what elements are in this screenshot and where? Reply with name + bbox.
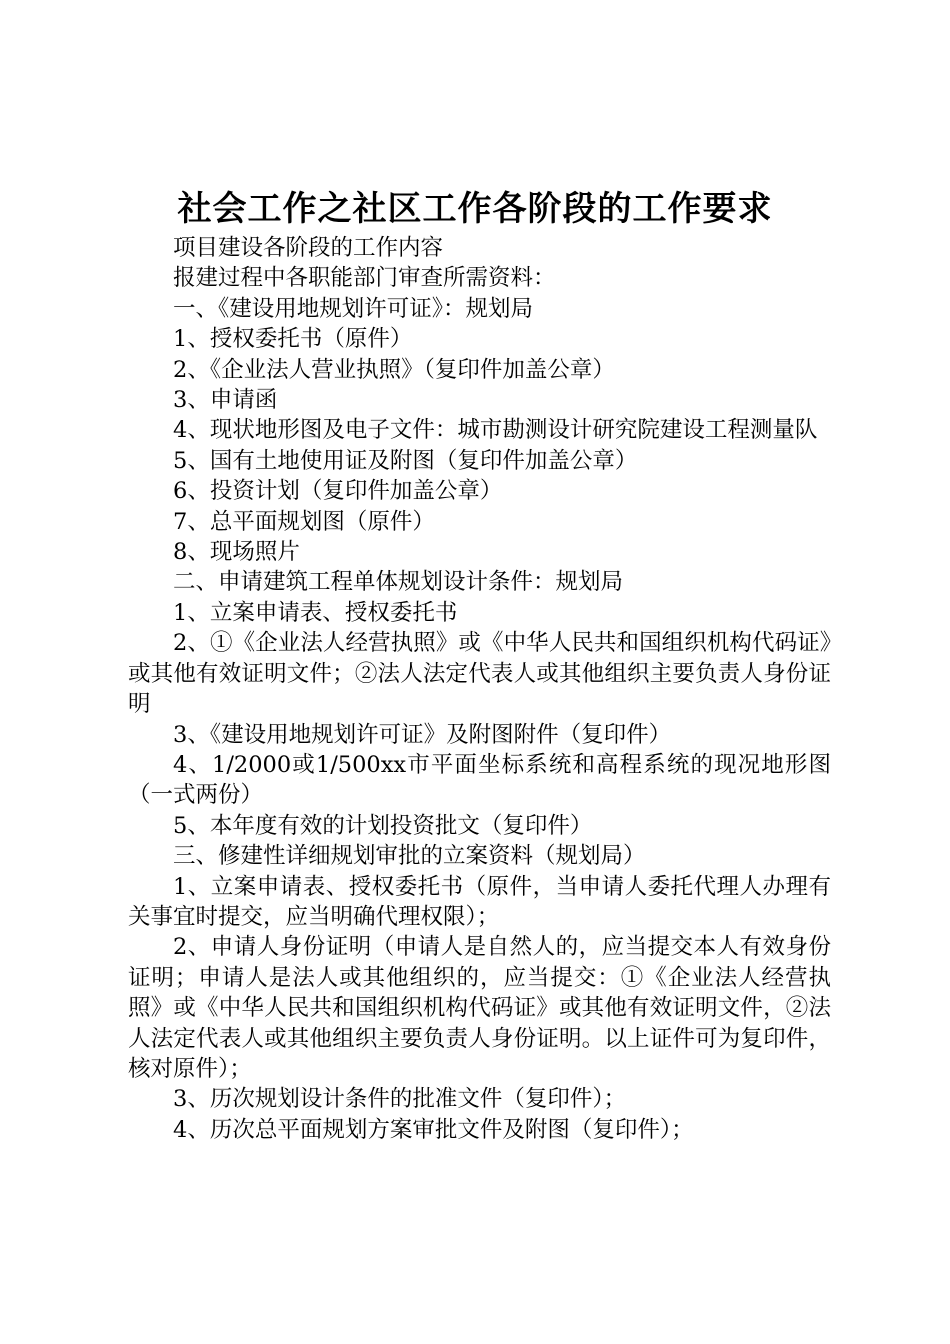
list-item: 7、总平面规划图（原件） <box>173 508 435 535</box>
section-heading: 二、申请建筑工程单体规划设计条件：规划局 <box>173 569 624 596</box>
list-item: 1、立案申请表、授权委托书（原件，当申请人委托代理人办理有关事宜时提交，应当明确代理权限）； <box>128 873 831 930</box>
section-heading: 一、《建设用地规划许可证》：规划局 <box>173 295 534 322</box>
paragraph: 项目建设各阶段的工作内容 <box>173 235 444 261</box>
list-item: 1、授权委托书（原件） <box>173 326 413 353</box>
list-item: 2、①《企业法人经营执照》或《中华人民共和国组织机构代码证》或其他有效证明文件；②法人法定代表人或其他组织主要负责人身份证明 <box>128 630 831 718</box>
document-body <box>128 233 831 1145</box>
list-item: 2、申请人身份证明（申请人是自然人的，应当提交本人有效身份证明；申请人是法人或其他组织的，应当提交：①《企业法人经营执照》或《中华人民共和国组织机构代码证》或其他有效证明文件，②法人法定代表人或其他组织主要负责人身份证明。以上证件可为复印件，核对原件）； <box>128 934 831 1082</box>
list-item: 3、历次规划设计条件的批准文件（复印件）； <box>173 1086 627 1113</box>
list-item: 2、《企业法人营业执照》（复印件加盖公章） <box>173 356 615 383</box>
list-item: 1、立案申请表、授权委托书 <box>173 599 458 626</box>
list-item: 4、1/2000或1/500xx市平面坐标系统和高程系统的现况地形图（一式两份） <box>128 751 831 809</box>
section-heading: 三、修建性详细规划审批的立案资料（规划局） <box>173 843 646 870</box>
list-item: 6、投资计划（复印件加盖公章） <box>173 478 503 505</box>
paragraph: 报建过程中各职能部门审查所需资料： <box>173 265 556 292</box>
list-item: 3、《建设用地规划许可证》及附图附件（复印件） <box>173 721 672 748</box>
list-item: 4、历次总平面规划方案审批文件及附图（复印件）； <box>173 1116 694 1143</box>
list-item: 5、国有土地使用证及附图（复印件加盖公章） <box>173 447 638 474</box>
list-item: 4、现状地形图及电子文件：城市勘测设计研究院建设工程测量队 <box>173 417 818 444</box>
list-item: 3、申请函 <box>173 387 278 414</box>
list-item: 8、现场照片 <box>173 539 300 566</box>
document-title: 社会工作之社区工作各阶段的工作要求 <box>177 189 773 229</box>
list-item: 5、本年度有效的计划投资批文（复印件） <box>173 812 593 839</box>
